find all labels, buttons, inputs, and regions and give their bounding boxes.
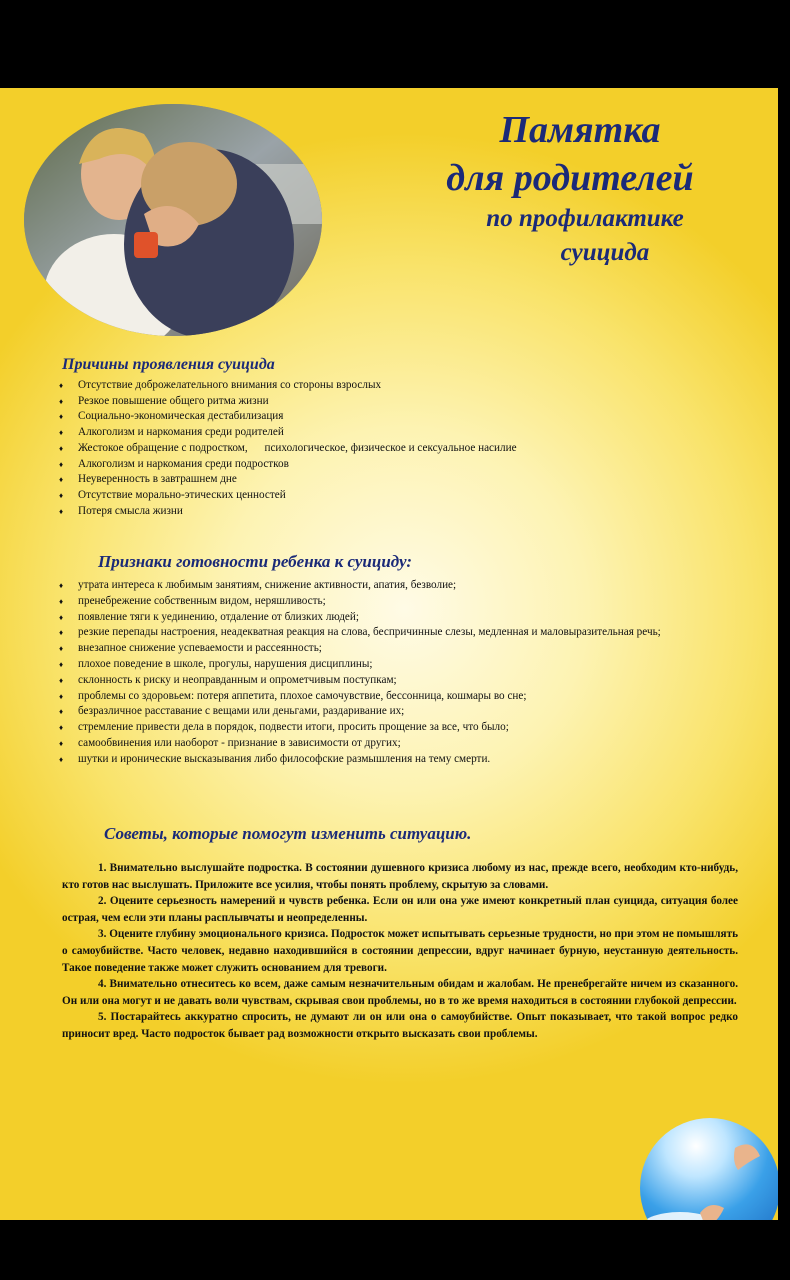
title-line-2: для родителей (446, 157, 694, 199)
list-item: ♦ склонность к риску и неоправданным и опрометчивым поступкам; (56, 673, 746, 689)
advice-heading: Советы, которые помогут изменить ситуацию. (104, 824, 472, 843)
poster (0, 88, 778, 1220)
advice-paragraph: 5. Постарайтесь аккуратно спросить, не думают ли он или она о самоубийстве. Опыт показывает, что такой вопрос редко приносит вред. Часто подросток бывает рад возможности открыто высказать свои проблемы. (62, 1011, 738, 1040)
title-line-1: Памятка (499, 109, 661, 151)
photo-mother-hugging-teen (24, 104, 322, 336)
list-item: ♦ Резкое повышение общего ритма жизни (56, 394, 517, 410)
advice-paragraph: 2. Оцените серьезность намерений и чувств ребенка. Если он или она уже имеют конкретный план суицида, ситуация более острая, чем если эти планы расплывчаты и неопределенны. (62, 895, 738, 924)
advice-paragraph: 3. Оцените глубину эмоционального кризиса. Подросток может испытывать серьезные трудности, но при этом не помышлять о самоубийстве. Часто человек, недавно находившийся в состоянии депрессии, вдруг начинает бурную, неустанную деятельность. Такое поведение также может служить основанием для тревоги. (62, 928, 738, 974)
list-item: ♦ стремление привести дела в порядок, подвести итоги, просить прощение за все, что было; (56, 720, 746, 736)
list-item: ♦ Отсутствие доброжелательного внимания со стороны взрослых (56, 378, 517, 394)
list-item: ♦ Жестокое обращение с подростком, психологическое, физическое и сексуальное насилие (56, 441, 517, 457)
causes-list (56, 378, 517, 519)
list-item: ♦ пренебрежение собственным видом, неряшливость; (56, 594, 746, 610)
list-item: ♦ Неуверенность в завтрашнем дне (56, 472, 517, 488)
signs-list (56, 578, 746, 768)
list-item: ♦ проблемы со здоровьем: потеря аппетита, плохое самочувствие, бессонница, кошмары во сне; (56, 689, 746, 705)
list-item: ♦ появление тяги к уединению, отдаление от близких людей; (56, 610, 746, 626)
list-item: ♦ шутки и иронические высказывания либо философские размышления на тему смерти. (56, 752, 746, 768)
title-block (380, 106, 760, 270)
title-line-3: по профилактике (486, 205, 684, 232)
advice-paragraph: 4. Внимательно отнеситесь ко всем, даже самым незначительным обидам и жалобам. Не пренебрегайте ничем из сказанного. Он или она могут и не давать воли чувствам, скрывая свои проблемы, но в то же время находиться в состоянии глубокой депрессии. (62, 978, 738, 1007)
sky-hands-image (640, 1118, 778, 1220)
list-item: ♦ Алкоголизм и наркомания среди родителей (56, 425, 517, 441)
list-item: ♦ внезапное снижение успеваемости и рассеянность; (56, 641, 746, 657)
list-item: ♦ самообвинения или наоборот - признание в зависимости от других; (56, 736, 746, 752)
advice-text (62, 860, 738, 1043)
list-item: ♦ Отсутствие морально-этических ценностей (56, 488, 517, 504)
title-line-4: суицида (560, 239, 650, 266)
list-item: ♦ Алкоголизм и наркомания среди подростков (56, 457, 517, 473)
list-item: ♦ Потеря смысла жизни (56, 504, 517, 520)
signs-heading: Признаки готовности ребенка к суициду: (98, 552, 412, 571)
causes-heading: Причины проявления суицида (62, 356, 275, 373)
list-item: ♦ безразличное расставание с вещами или деньгами, раздаривание их; (56, 704, 746, 720)
list-item: ♦ утрата интереса к любимым занятиям, снижение активности, апатия, безволие; (56, 578, 746, 594)
list-item: ♦ резкие перепады настроения, неадекватная реакция на слова, беспричинные слезы, медленная и маловыразительная речь; (56, 625, 746, 641)
advice-paragraph: 1. Внимательно выслушайте подростка. В состоянии душевного кризиса любому из нас, прежде всего, необходим кто-нибудь, кто готов нас выслушать. Приложите все усилия, чтобы понять проблему, скрытую за словами. (62, 862, 738, 891)
list-item: ♦ Социально-экономическая дестабилизация (56, 409, 517, 425)
list-item: ♦ плохое поведение в школе, прогулы, нарушения дисциплины; (56, 657, 746, 673)
